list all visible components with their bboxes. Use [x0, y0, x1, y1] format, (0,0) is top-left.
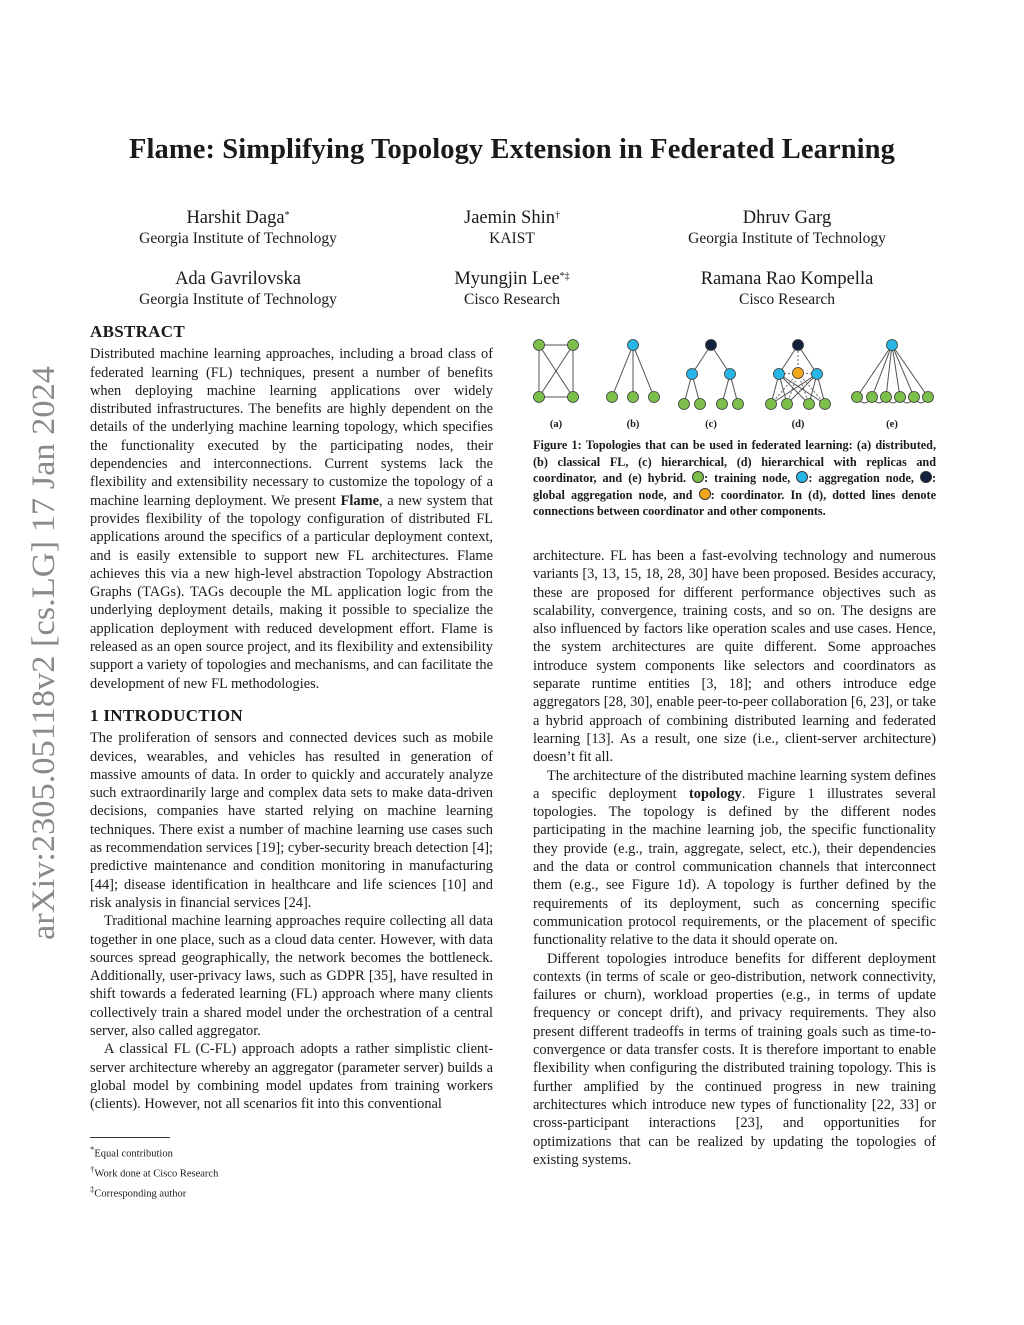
- author-block: [637, 207, 937, 249]
- training-node: [534, 392, 545, 403]
- coordinator-node: [793, 368, 804, 379]
- panel-label-b: (b): [626, 419, 640, 430]
- topology-diagram: [530, 333, 936, 433]
- global-aggregation-node-legend-icon: [920, 471, 932, 483]
- global-aggregation-node: [706, 340, 717, 351]
- training-node-legend-icon: [692, 471, 704, 483]
- footnote: ‡Corresponding author: [90, 1184, 187, 1200]
- coordinator-legend-icon: [699, 488, 711, 500]
- author-block: [88, 268, 388, 310]
- aggregation-node: [725, 369, 736, 380]
- training-node: [695, 399, 706, 410]
- training-node: [628, 392, 639, 403]
- aggregation-node-legend-icon: [796, 471, 808, 483]
- training-node: [717, 399, 728, 410]
- training-node: [766, 399, 777, 410]
- author-block: [362, 268, 662, 310]
- training-node: [820, 399, 831, 410]
- right-paragraph-2: The architecture of the distributed machine learning system defines a specific deployment topology. Figure 1 illustrates several topologies. The topology is defined by the different nodes participating in the machine learning job, the specific functionality they provide (e.g., train, aggregate, select, etc.), their dependencies and the data or control communication channels that interconnect them (e.g., see Figure 1d). A topology is further defined by the requirements of its deployment, such as concerning specific communication protocol requirements, or the placement of specific functionality relative to the data it should operate on.: [533, 767, 936, 949]
- aggregation-node: [774, 369, 785, 380]
- author-affiliation: Georgia Institute of Technology: [139, 291, 337, 308]
- author-block: [637, 268, 937, 310]
- panel-label-c: (c): [705, 419, 717, 430]
- arxiv-identifier-text: arXiv:2305.05118v2 [cs.LG] 17 Jan 2024: [26, 389, 62, 940]
- training-node: [804, 399, 815, 410]
- training-node: [909, 392, 920, 403]
- left-column: [90, 323, 493, 1113]
- author-affiliation: Cisco Research: [739, 291, 835, 308]
- training-node: [881, 392, 892, 403]
- aggregation-node: [887, 340, 898, 351]
- arxiv-identifier-stamp: [26, 362, 62, 942]
- aggregation-node: [812, 369, 823, 380]
- author-block: [362, 207, 662, 249]
- figure-1-caption: Figure 1: Topologies that can be used in federated learning: (a) distributed, (b) classical FL, (c) hierarchical, (d) hierarchical with replicas and coordinator, and (e) hybrid. : training node, : aggregation node, : global aggregation node, and : coordinator. In (d), dotted lines denote connections between coordinator and other components.: [533, 438, 936, 518]
- author-affiliation: Cisco Research: [464, 291, 560, 308]
- footnote: *Equal contribution: [90, 1144, 173, 1160]
- training-node: [923, 392, 934, 403]
- author-block: [88, 207, 388, 249]
- figure-1-topologies: [530, 333, 936, 433]
- intro-paragraph-3: A classical FL (C-FL) approach adopts a rather simplistic client-server architecture whereby an aggregator (parameter server) builds a global model by combining model updates from training workers (clients). However, not all scenarios fit into this conventional: [90, 1041, 493, 1113]
- footnote-rule: [90, 1137, 170, 1138]
- intro-paragraph-2: Traditional machine learning approaches require collecting all data together in one place, such as a cloud data center. However, with data sources spread geographically, the network becomes the bottleneck. Additionally, user-privacy laws, such as GDPR [35], have resulted in shift towards a federated learning (FL) approach where many clients collectively train a shared model under the orchestration of a central server, also called aggregator.: [90, 913, 493, 1039]
- training-node: [782, 399, 793, 410]
- training-node: [649, 392, 660, 403]
- footnote: †Work done at Cisco Research: [90, 1164, 219, 1180]
- aggregation-node: [628, 340, 639, 351]
- global-aggregation-node: [793, 340, 804, 351]
- footnotes: [90, 1137, 493, 1202]
- right-column: [533, 547, 936, 1169]
- abstract-heading: ABSTRACT: [90, 322, 185, 341]
- training-node: [733, 399, 744, 410]
- panel-label-d: (d): [791, 419, 805, 430]
- training-node: [568, 392, 579, 403]
- intro-paragraph-1: The proliferation of sensors and connected devices such as mobile devices, wearables, and vehicles has resulted in generation of massive amounts of data. In order to quickly and accurately analyze such extraordinarily large and complex data sets to make data-driven decisions, companies have started relying on machine learning techniques. There exist a number of machine learning use cases such as recommendation services [19]; cyber-security breach detection [4]; predictive maintenance and condition monitoring in manufacturing [44]; disease identification in healthcare and life sciences [10] and risk analysis in financial services [24].: [90, 730, 493, 911]
- right-paragraph-1: architecture. FL has been a fast-evolving technology and numerous variants [3, 13, 15, 18, 28, 30] have been proposed. Besides accuracy, these are proposed for different performance objectives such as scalability, convergence, training costs, and so on. The designs are also influenced by factors like operation scales and use cases. Hence, the system architectures are quite different. Some approaches introduce system components like selectors and coordinators as separate runtime entities [3, 18]; and others introduce edge aggregators [28, 30], enable peer-to-peer collaboration [6, 23], or take a hybrid approach of combining distributed learning and federated learning [13]. As a result, one size (i.e., client-server architecture) doesn’t fit all.: [533, 548, 936, 766]
- author-name: Harshit Daga*: [186, 208, 290, 228]
- author-affiliation: Georgia Institute of Technology: [688, 230, 886, 247]
- author-affiliation: Georgia Institute of Technology: [139, 230, 337, 247]
- author-name: Ramana Rao Kompella: [700, 269, 874, 289]
- training-node: [895, 392, 906, 403]
- panel-label-a: (a): [549, 419, 563, 430]
- author-name: Jaemin Shin†: [464, 208, 560, 228]
- topology-nodes: [534, 340, 934, 410]
- introduction-heading: 1 INTRODUCTION: [90, 705, 243, 725]
- training-node: [852, 392, 863, 403]
- right-paragraph-3: Different topologies introduce benefits for different deployment contexts (in terms of scale or geo-distribution, network connectivity, failures or churn), workload properties (e.g., in terms of update frequency or concept drift), and privacy requirements. They also present different tradeoffs in terms of training goals such as time-to-convergence or data transfer costs. It is therefore important to enable flexibility when configuring the distributed training topology. This is further amplified by the continued progress in new training architectures which introduce new types of functionality [22, 33] or cross-participant interactions [23], and opportunities for optimizations that can be realized by updating the topologies of existing systems.: [533, 950, 936, 1168]
- training-node: [867, 392, 878, 403]
- training-node: [534, 340, 545, 351]
- panel-label-e: (e): [886, 419, 898, 430]
- paper-title: Flame: Simplifying Topology Extension in Federated Learning: [129, 134, 895, 165]
- author-affiliation: KAIST: [489, 230, 535, 247]
- abstract-paragraph: Distributed machine learning approaches, including a broad class of federated learning (FL) techniques, present a number of benefits when deploying machine learning applications over widely distributed infrastructures. The benefits are highly dependent on the details of the underlying machine learning topology, which specifies the functionality executed by the participating nodes, their dependencies and interconnections. Current systems lack the flexibility and extensibility necessary to customize the topology of a machine learning deployment. We present Flame, a new system that provides flexibility of the topology configuration of distributed FL applications around the specifics of a particular deployment context, and is easily extensible to support new FL architectures. Flame achieves this via a new high-level abstraction Topology Abstraction Graphs (TAGs). TAGs decouple the ML application logic from the underlying deployment details, making it possible to specialize the application deployment with reduced development effort. Flame is released as an open source project, and its flexibility and extensibility support a variety of topologies and mechanisms, and can facilitate the development of new FL methodologies.: [90, 346, 493, 692]
- training-node: [679, 399, 690, 410]
- aggregation-node: [687, 369, 698, 380]
- training-node: [607, 392, 618, 403]
- author-name: Ada Gavrilovska: [175, 269, 301, 289]
- author-name: Myungjin Lee*‡: [454, 269, 570, 289]
- author-name: Dhruv Garg: [742, 208, 832, 228]
- training-node: [568, 340, 579, 351]
